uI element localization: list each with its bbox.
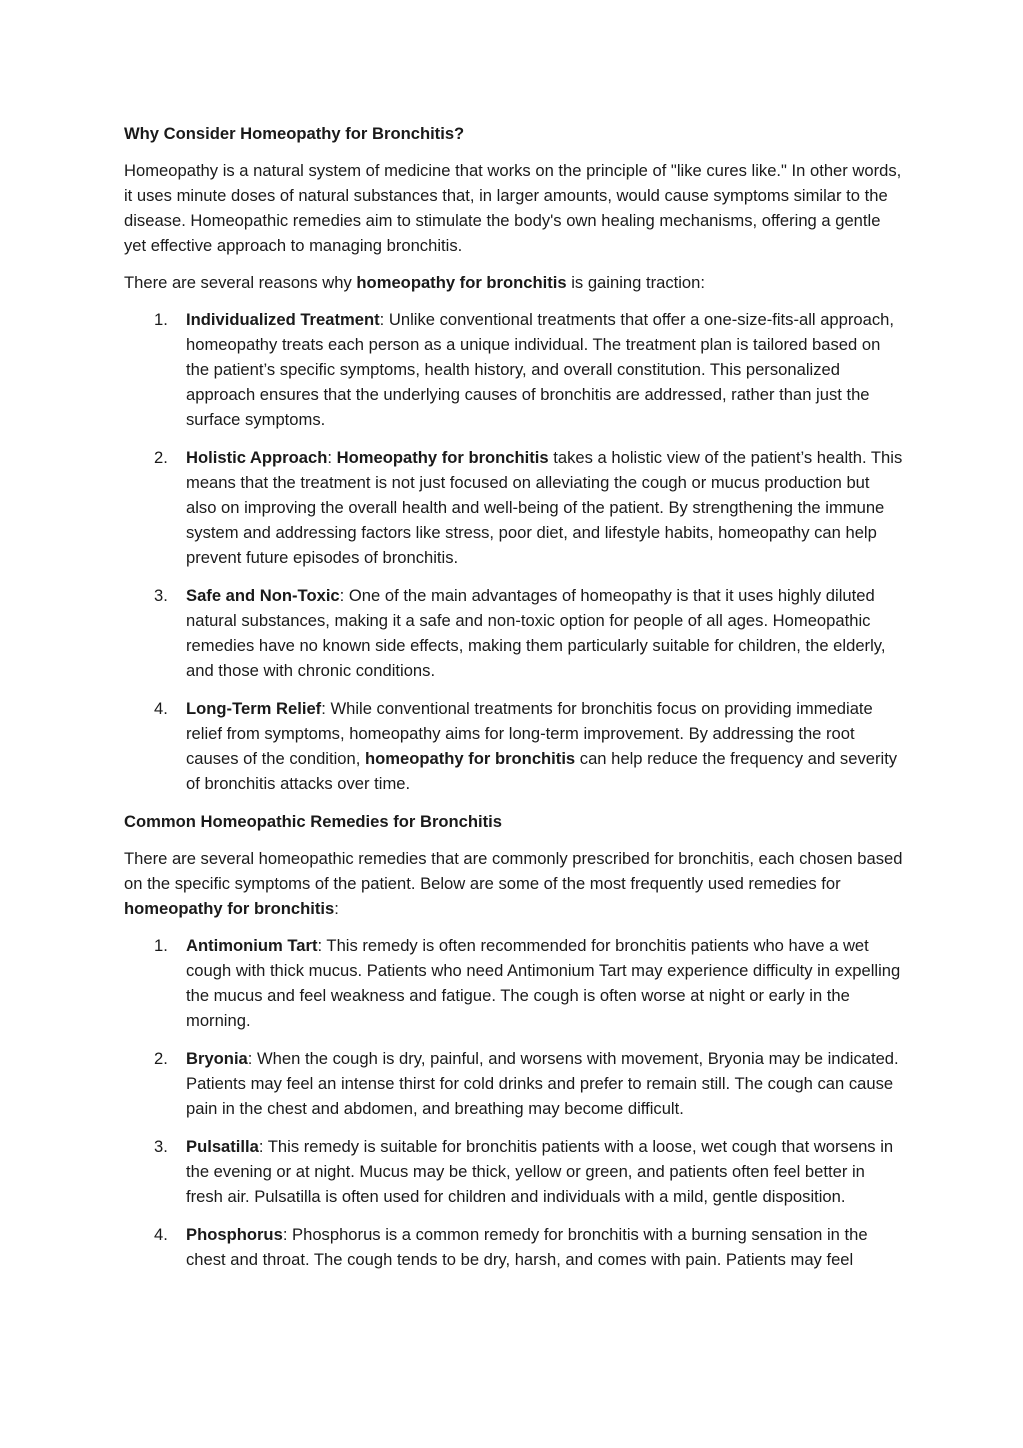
list-item-number: 2. (154, 1049, 168, 1068)
list-item-title: Safe and Non-Toxic (186, 586, 340, 605)
list-item (124, 1222, 904, 1272)
section-heading-why: Why Consider Homeopathy for Bronchitis? (124, 124, 465, 143)
list-item-number: 4. (154, 1225, 168, 1244)
list-item (124, 1046, 904, 1121)
list-item-separator: : (327, 448, 337, 467)
list-item (124, 696, 904, 796)
list-item-title: Bryonia (186, 1049, 248, 1068)
list-item-text: : Unlike conventional treatments that offer a one-size-fits-all approach, homeopathy treats each person as a unique individual. The treatment plan is tailored based on the patient’s specific symptoms, health history, and overall constitution. This personalized approach ensures that the underlying causes of bronchitis are addressed, rather than just the surface symptoms. (186, 310, 895, 429)
list-item-title: Holistic Approach (186, 448, 328, 467)
list-item-title: Antimonium Tart (186, 936, 318, 955)
list-item-text: : When the cough is dry, painful, and worsens with movement, Bryonia may be indicated. Patients may feel an intense thirst for cold drinks and prefer to remain still. The cough can cause pain in the chest and abdomen, and breathing may become difficult. (186, 1049, 899, 1118)
list-item-keyword: homeopathy for bronchitis (364, 749, 576, 768)
reasons-lead-before: There are several reasons why (124, 273, 357, 292)
document-page (124, 121, 904, 1285)
reasons-list (124, 307, 904, 796)
list-item-number: 1. (154, 310, 168, 329)
intro-paragraph: Homeopathy is a natural system of medicine that works on the principle of "like cures like." In other words, it uses minute doses of natural substances that, in larger amounts, would cause symptoms similar to the disease. Homeopathic remedies aim to stimulate the body's own healing mechanisms, offering a gentle yet effective approach to managing bronchitis. (124, 161, 902, 255)
list-item-text: takes a holistic view of the patient’s health. This means that the treatment is not just focused on alleviating the cough or mucus production but also on improving the overall health and well-being of the patient. By strengthening the immune system and addressing factors like stress, poor diet, and lifestyle habits, homeopathy can help prevent future episodes of bronchitis. (186, 448, 903, 567)
list-item-title: Phosphorus (186, 1225, 283, 1244)
list-item-text-after: can help reduce the frequency and severity of bronchitis attacks over time. (186, 749, 898, 793)
reasons-lead-keyword: homeopathy for bronchitis (356, 273, 567, 292)
list-item-text: : This remedy is often recommended for bronchitis patients who have a wet cough with thick mucus. Patients who need Antimonium Tart may experience difficulty in expelling the mucus and feel weakness and fatigue. The cough is often worse at night or early in the morning. (186, 936, 901, 1030)
list-item-number: 4. (154, 699, 168, 718)
reasons-lead-after: is gaining traction: (566, 273, 705, 292)
remedies-list (124, 933, 904, 1272)
list-item (124, 583, 904, 683)
remedies-intro-keyword: homeopathy for bronchitis (124, 899, 335, 918)
list-item-number: 3. (154, 1137, 168, 1156)
reasons-lead-paragraph (124, 270, 904, 295)
list-item-keyword: Homeopathy for bronchitis (336, 448, 549, 467)
list-item-number: 2. (154, 448, 168, 467)
list-item-text: : This remedy is suitable for bronchitis patients with a loose, wet cough that worsens in the evening or at night. Mucus may be thick, yellow or green, and patients often feel better in fresh air. Pulsatilla is often used for children and individuals with a mild, gentle disposition. (186, 1137, 894, 1206)
list-item-text-before: : While conventional treatments for bronchitis focus on providing immediate relief from symptoms, homeopathy aims for long-term improvement. By addressing the root causes of the condition, (186, 699, 873, 768)
list-item (124, 1134, 904, 1209)
remedies-intro-paragraph (124, 846, 904, 921)
list-item-title: Pulsatilla (186, 1137, 259, 1156)
list-item-title: Individualized Treatment (186, 310, 380, 329)
remedies-intro-before: There are several homeopathic remedies that are commonly prescribed for bronchitis, each chosen based on the specific symptoms of the patient. Below are some of the most frequently used remedies for (124, 849, 903, 893)
list-item-text: : One of the main advantages of homeopathy is that it uses highly diluted natural substances, making it a safe and non-toxic option for people of all ages. Homeopathic remedies have no known side effects, making them particularly suitable for children, the elderly, and those with chronic conditions. (186, 586, 886, 680)
list-item (124, 307, 904, 432)
section-heading-remedies: Common Homeopathic Remedies for Bronchitis (124, 812, 503, 831)
list-item (124, 445, 904, 570)
list-item-text: : Phosphorus is a common remedy for bronchitis with a burning sensation in the chest and throat. The cough tends to be dry, harsh, and comes with pain. Patients may feel (186, 1225, 868, 1269)
remedies-intro-after: : (334, 899, 339, 918)
list-item-number: 1. (154, 936, 168, 955)
list-item (124, 933, 904, 1033)
list-item-title: Long-Term Relief (186, 699, 322, 718)
list-item-number: 3. (154, 586, 168, 605)
